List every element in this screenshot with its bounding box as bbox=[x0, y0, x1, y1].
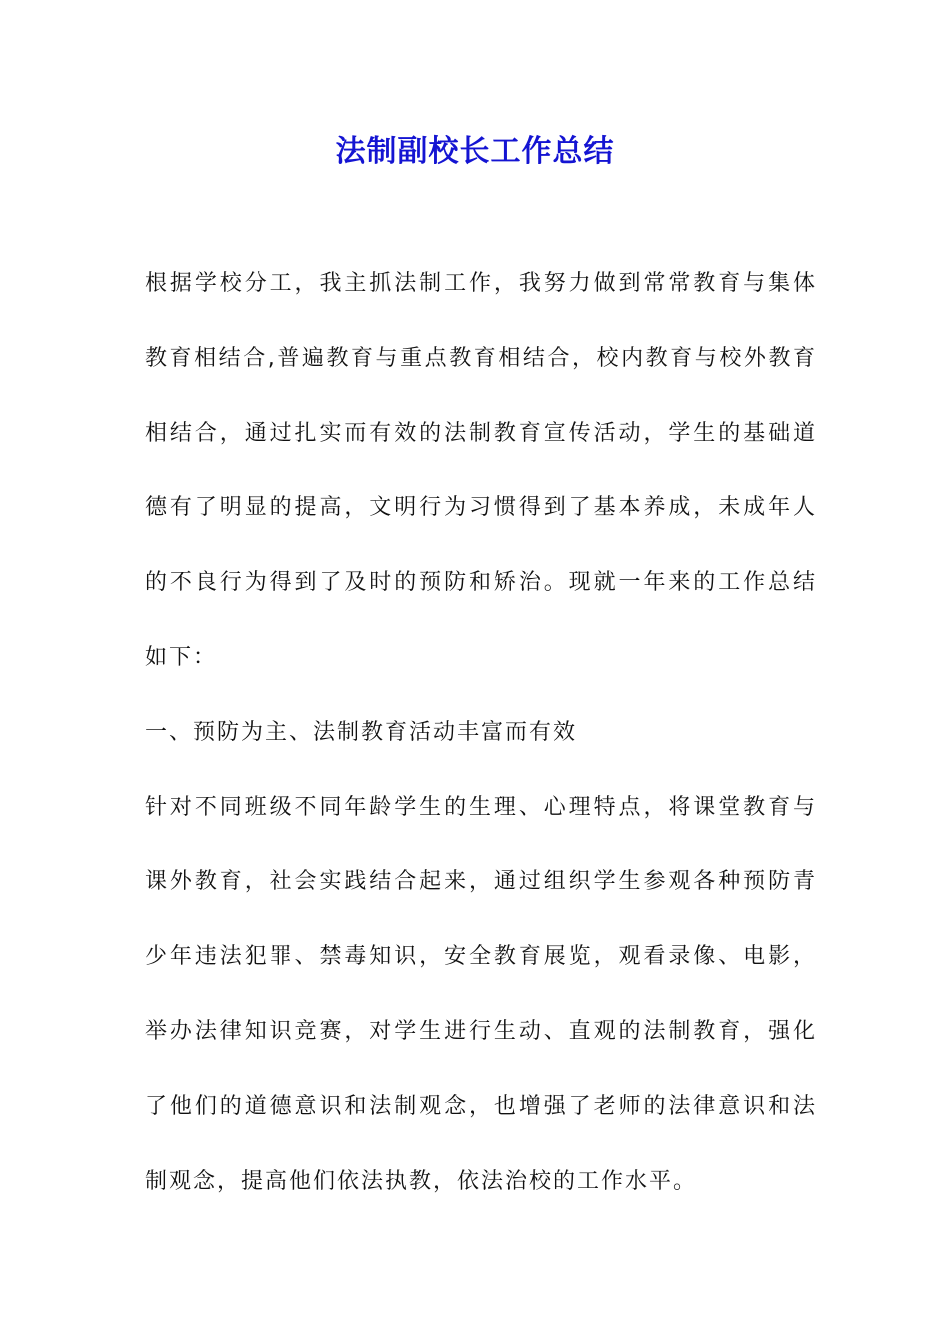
paragraph-1-line-3: 相结合，通过扎实而有效的法制教育宣传活动，学生的基础道 bbox=[145, 421, 815, 446]
paragraph-2-line-5: 了他们的道德意识和法制观念，也增强了老师的法律意识和法 bbox=[145, 1094, 815, 1119]
paragraph-2-line-4: 举办法律知识竞赛，对学生进行生动、直观的法制教育，强化 bbox=[145, 1019, 815, 1044]
paragraph-2-line-6: 制观念，提高他们依法执教，依法治校的工作水平。 bbox=[145, 1169, 698, 1194]
paragraph-2-line-2: 课外教育，社会实践结合起来，通过组织学生参观各种预防青 bbox=[145, 869, 815, 894]
paragraph-1-line-1: 根据学校分工，我主抓法制工作，我努力做到常常教育与集体 bbox=[145, 271, 815, 296]
paragraph-1-line-2: 教育相结合,普遍教育与重点教育相结合，校内教育与校外教育 bbox=[145, 346, 815, 371]
paragraph-1-line-6: 如下： bbox=[145, 645, 218, 670]
document-title: 法制副校长工作总结 bbox=[335, 134, 615, 169]
paragraph-2-line-3: 少年违法犯罪、禁毒知识，安全教育展览，观看录像、电影， bbox=[145, 944, 815, 969]
paragraph-1-line-5: 的不良行为得到了及时的预防和矫治。现就一年来的工作总结 bbox=[145, 570, 815, 595]
paragraph-2-line-1: 针对不同班级不同年龄学生的生理、心理特点，将课堂教育与 bbox=[145, 795, 815, 820]
section-1-heading: 一、预防为主、法制教育活动丰富而有效 bbox=[145, 720, 578, 745]
paragraph-1-line-4: 德有了明显的提高，文明行为习惯得到了基本养成，未成年人 bbox=[145, 495, 815, 520]
